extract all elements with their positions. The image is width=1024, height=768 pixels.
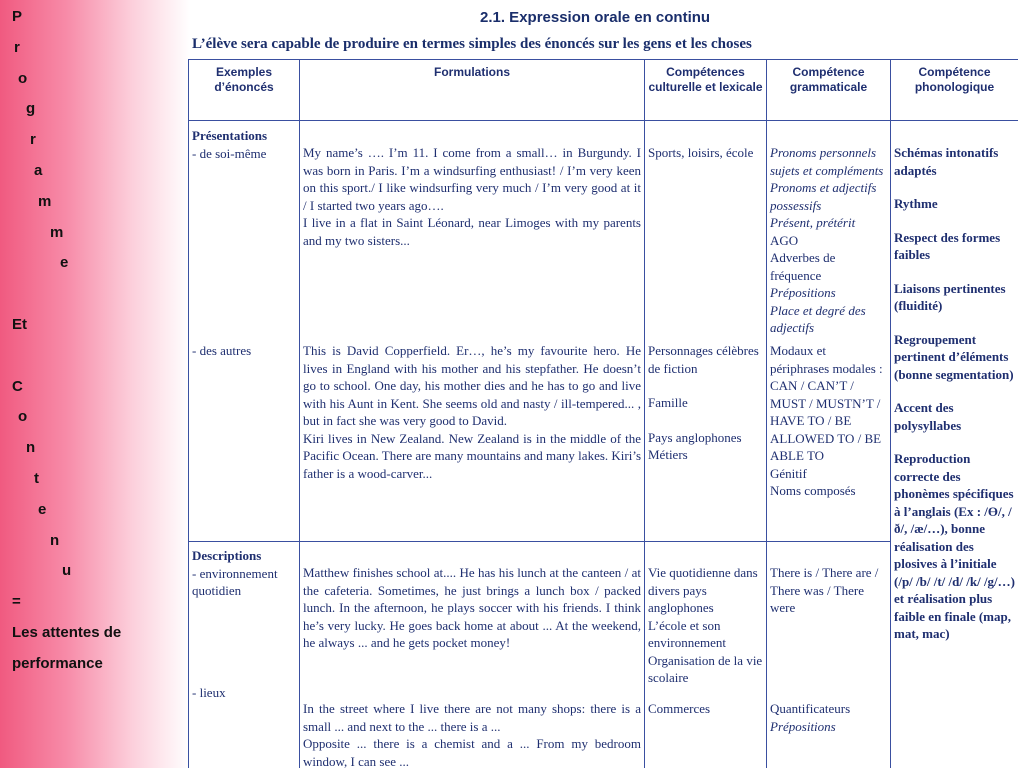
grammar-item: There is / There are / There was / There were bbox=[770, 565, 879, 615]
phonology-cell bbox=[891, 121, 1019, 768]
table-header-row bbox=[189, 60, 1019, 121]
grammar-list bbox=[770, 144, 887, 342]
sidebar-panel bbox=[0, 0, 190, 768]
grammar-item: Noms composés bbox=[770, 483, 856, 498]
sidebar-line: n bbox=[50, 531, 60, 549]
formulation-text: This is David Copperfield. Er…, he’s my favourite hero. He lives in England with his mother and his stepfather. He doesn’t go to school. One day, his mother dies and he has to go and live with his Aunt in Kent. She seems old and nasty / ill-tempered... , but in fact she was very good to David. Kiri lives in New Zealand. New Zealand is in the middle of the Pacific Ocean. There are many mountains and many lakes. Kiri’s father is a wood-carver... bbox=[303, 343, 642, 481]
grammar-item: Adverbes de fréquence bbox=[770, 250, 836, 283]
cultural-text: Commerces bbox=[648, 701, 711, 716]
grammar-cell bbox=[767, 121, 891, 542]
curriculum-table bbox=[188, 59, 1018, 768]
example-cell bbox=[189, 542, 300, 768]
example-cell bbox=[189, 121, 300, 542]
sidebar-line: t bbox=[34, 470, 39, 487]
formulation-text: In the street where I live there are not many shops: there is a small ... and next to the ... there is a ... Opposite ... there is a chemist and a ... From my bedroom window, I can see ... bbox=[303, 701, 641, 768]
table-row bbox=[189, 121, 1019, 542]
grammar-item: Quantificateurs bbox=[770, 701, 851, 716]
sidebar-line: o bbox=[18, 69, 28, 87]
column-header-formulations: Formulations bbox=[300, 60, 645, 121]
sidebar-line: performance bbox=[12, 654, 103, 672]
sidebar-line: g bbox=[26, 100, 36, 118]
sidebar-line: r bbox=[30, 131, 36, 149]
grammar-item: AGO bbox=[770, 232, 799, 248]
sidebar-line: Les attentes de bbox=[12, 624, 122, 641]
section-title: Présentations bbox=[192, 128, 268, 143]
example-label: - de soi-même bbox=[192, 145, 267, 161]
section-heading: 2.1. Expression orale en continu bbox=[480, 9, 711, 26]
cultural-text: Pays anglophones bbox=[648, 429, 742, 445]
phonology-item: Rythme bbox=[894, 196, 938, 211]
sidebar-line: m bbox=[50, 223, 64, 241]
sidebar-line: r bbox=[14, 38, 20, 56]
grammar-item: Pronoms personnels sujets et compléments bbox=[770, 145, 884, 178]
phonology-item: Regroupement pertinent d’éléments (bonne segmentation) bbox=[894, 331, 1014, 382]
cultural-cell bbox=[645, 121, 767, 542]
sidebar-line: Et bbox=[12, 316, 27, 333]
example-label: - environnement quotidien bbox=[192, 565, 278, 598]
cultural-text: Sports, loisirs, école bbox=[648, 145, 754, 160]
formulation-text: Matthew finishes school at.... He has his lunch at the canteen / at the cafeteria. Sometimes, he just brings a lunch box / packed lunch. In the afternoon, he plays soccer with his friends. I think he’s very lucky. He goes back home at about ... At the weekend, he always ... and he gets pocket money! bbox=[303, 565, 641, 650]
sidebar-line: e bbox=[38, 500, 47, 518]
formulation-cell bbox=[300, 121, 645, 542]
grammar-item: Place et degré des adjectifs bbox=[770, 302, 866, 335]
column-header-examples: Exemples d’énoncés bbox=[189, 60, 300, 121]
sidebar-line: u bbox=[62, 562, 72, 580]
column-header-grammar: Compétence grammaticale bbox=[767, 60, 891, 121]
formulation-text: My name’s …. I’m 11. I come from a small… in Burgundy. I was born in Paris. I’m a windsurfing enthusiast! / I’m very keen on this sport./ I like windsurfing very much / I’m very good at it / I started two years ago…. I live in a flat in Saint Léonard, near Limoges with my parents and my two sisters... bbox=[303, 145, 641, 248]
grammar-item: Présent, prétérit bbox=[770, 215, 856, 230]
phonology-list bbox=[894, 144, 1015, 643]
cultural-text: Famille bbox=[648, 395, 688, 410]
sidebar-line: o bbox=[18, 408, 28, 426]
example-label: - lieux bbox=[192, 684, 226, 700]
example-label: - des autres bbox=[192, 343, 252, 358]
grammar-item: Génitif bbox=[770, 465, 807, 481]
sidebar-line: a bbox=[34, 162, 43, 179]
curriculum-table-container bbox=[188, 59, 1018, 768]
column-header-cultural: Compétences culturelle et lexicale bbox=[645, 60, 767, 121]
phonology-item: Respect des formes faibles bbox=[894, 229, 1001, 262]
grammar-item: Prépositions bbox=[770, 285, 836, 300]
grammar-item: Prépositions bbox=[770, 718, 836, 734]
sidebar-line: e bbox=[60, 254, 69, 272]
cultural-cell bbox=[645, 542, 767, 768]
grammar-list bbox=[770, 700, 887, 735]
cultural-text: Métiers bbox=[648, 447, 688, 462]
sidebar-line: C bbox=[12, 377, 23, 395]
cultural-text: Personnages célèbres de fiction bbox=[648, 343, 759, 376]
grammar-cell bbox=[767, 542, 891, 768]
sidebar-line: = bbox=[12, 593, 21, 611]
sidebar-line: m bbox=[38, 192, 52, 210]
formulation-cell bbox=[300, 542, 645, 768]
section-subheading: L’élève sera capable de produire en termes simples des énoncés sur les gens et les choses bbox=[192, 36, 752, 52]
grammar-item: Modaux et périphrases modales : CAN / CAN’T / MUST / MUSTN’T / HAVE TO / BE ALLOWED TO / BE ABLE TO bbox=[770, 343, 883, 463]
cultural-text: Vie quotidienne dans divers pays anglophones L’école et son environnement Organisation de la vie scolaire bbox=[648, 565, 763, 685]
phonology-item: Accent des polysyllabes bbox=[894, 400, 962, 433]
sidebar-line: n bbox=[26, 439, 36, 457]
grammar-list bbox=[770, 564, 887, 700]
column-header-phonology: Compétence phonologique bbox=[891, 60, 1019, 121]
section-title: Descriptions bbox=[192, 548, 262, 563]
grammar-item: Pronoms et adjectifs possessifs bbox=[770, 180, 877, 213]
phonology-item: Liaisons pertinentes (fluidité) bbox=[894, 280, 1006, 313]
sidebar-line: P bbox=[12, 8, 23, 25]
grammar-list bbox=[770, 342, 887, 500]
phonology-item: Schémas intonatifs adaptés bbox=[894, 145, 999, 178]
phonology-item: Reproduction correcte des phonèmes spécifiques à l’anglais (Ex : /Ɵ/, /ð/, /æ/…), bonne réalisation des plosives à l’initiale (/p/ /b/ /t/ /d/ /k/ /g/…) et réalisation plus faible en finale (map, mat, mac) bbox=[894, 451, 1015, 641]
